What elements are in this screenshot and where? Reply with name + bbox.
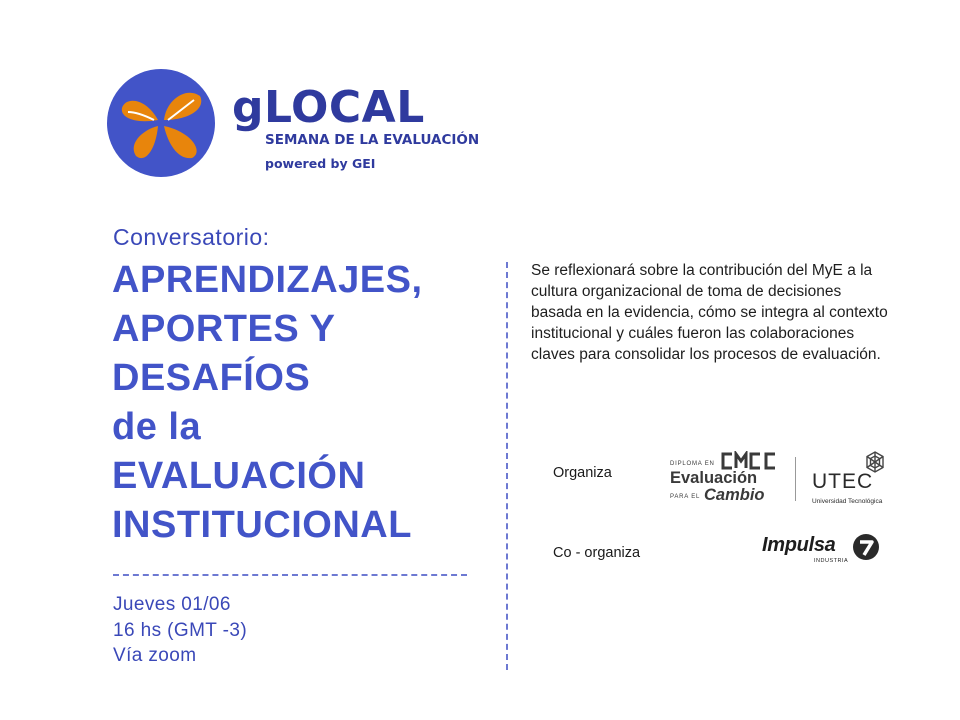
glocal-logo-icon	[106, 68, 216, 178]
impulsa-subtitle: INDUSTRIA	[814, 558, 849, 564]
vertical-divider	[506, 262, 508, 670]
diploma-line2: Evaluación	[670, 469, 758, 487]
diploma-line1: DIPLOMA EN	[670, 461, 715, 467]
event-kind: Conversatorio:	[113, 224, 270, 250]
horizontal-divider	[113, 574, 467, 576]
headline-line: DESAFÍOS	[112, 357, 311, 399]
impulsa-name: Impulsa	[762, 534, 836, 556]
utec-name: UTEC	[812, 470, 874, 493]
headline-line: INSTITUCIONAL	[112, 504, 412, 546]
utec-logo	[812, 470, 883, 505]
brand	[232, 82, 480, 171]
event-description: Se reflexionará sobre la contribución del MyE a la cultura organizacional de toma de decisiones basada en la evidencia, cómo se integra al contexto institucional y cuáles fueron las colaboraciones claves para consolidar los procesos de evaluación.	[531, 262, 888, 363]
brand-subtitle: SEMANA DE LA EVALUACIÓN	[265, 132, 480, 148]
cmcc-logo-icon	[720, 451, 778, 471]
headline-line: de la	[112, 406, 202, 448]
brand-title: gLOCAL	[232, 82, 425, 133]
brand-powered-by: powered by GEI	[265, 156, 376, 171]
headline-line: APORTES Y	[112, 308, 336, 350]
utec-subtitle: Universidad Tecnológica	[812, 498, 883, 505]
event-time: 16 hs (GMT -3)	[113, 619, 248, 641]
event-date: Jueves 01/06	[113, 594, 231, 615]
event-venue: Vía zoom	[113, 645, 197, 666]
logo-separator	[795, 457, 796, 501]
headline-line: APRENDIZAJES,	[112, 259, 423, 301]
utec-gear-icon	[864, 451, 886, 473]
headline-line: EVALUACIÓN	[112, 455, 366, 497]
impulsa-emblem-icon	[852, 533, 880, 561]
diploma-line3-small: PARA EL	[670, 494, 701, 500]
impulsa-logo	[762, 534, 849, 564]
diploma-line3: Cambio	[704, 486, 765, 504]
coorganiza-label: Co - organiza	[553, 545, 641, 561]
organiza-label: Organiza	[553, 465, 612, 481]
event-details	[113, 592, 247, 669]
event-headline	[112, 256, 423, 550]
